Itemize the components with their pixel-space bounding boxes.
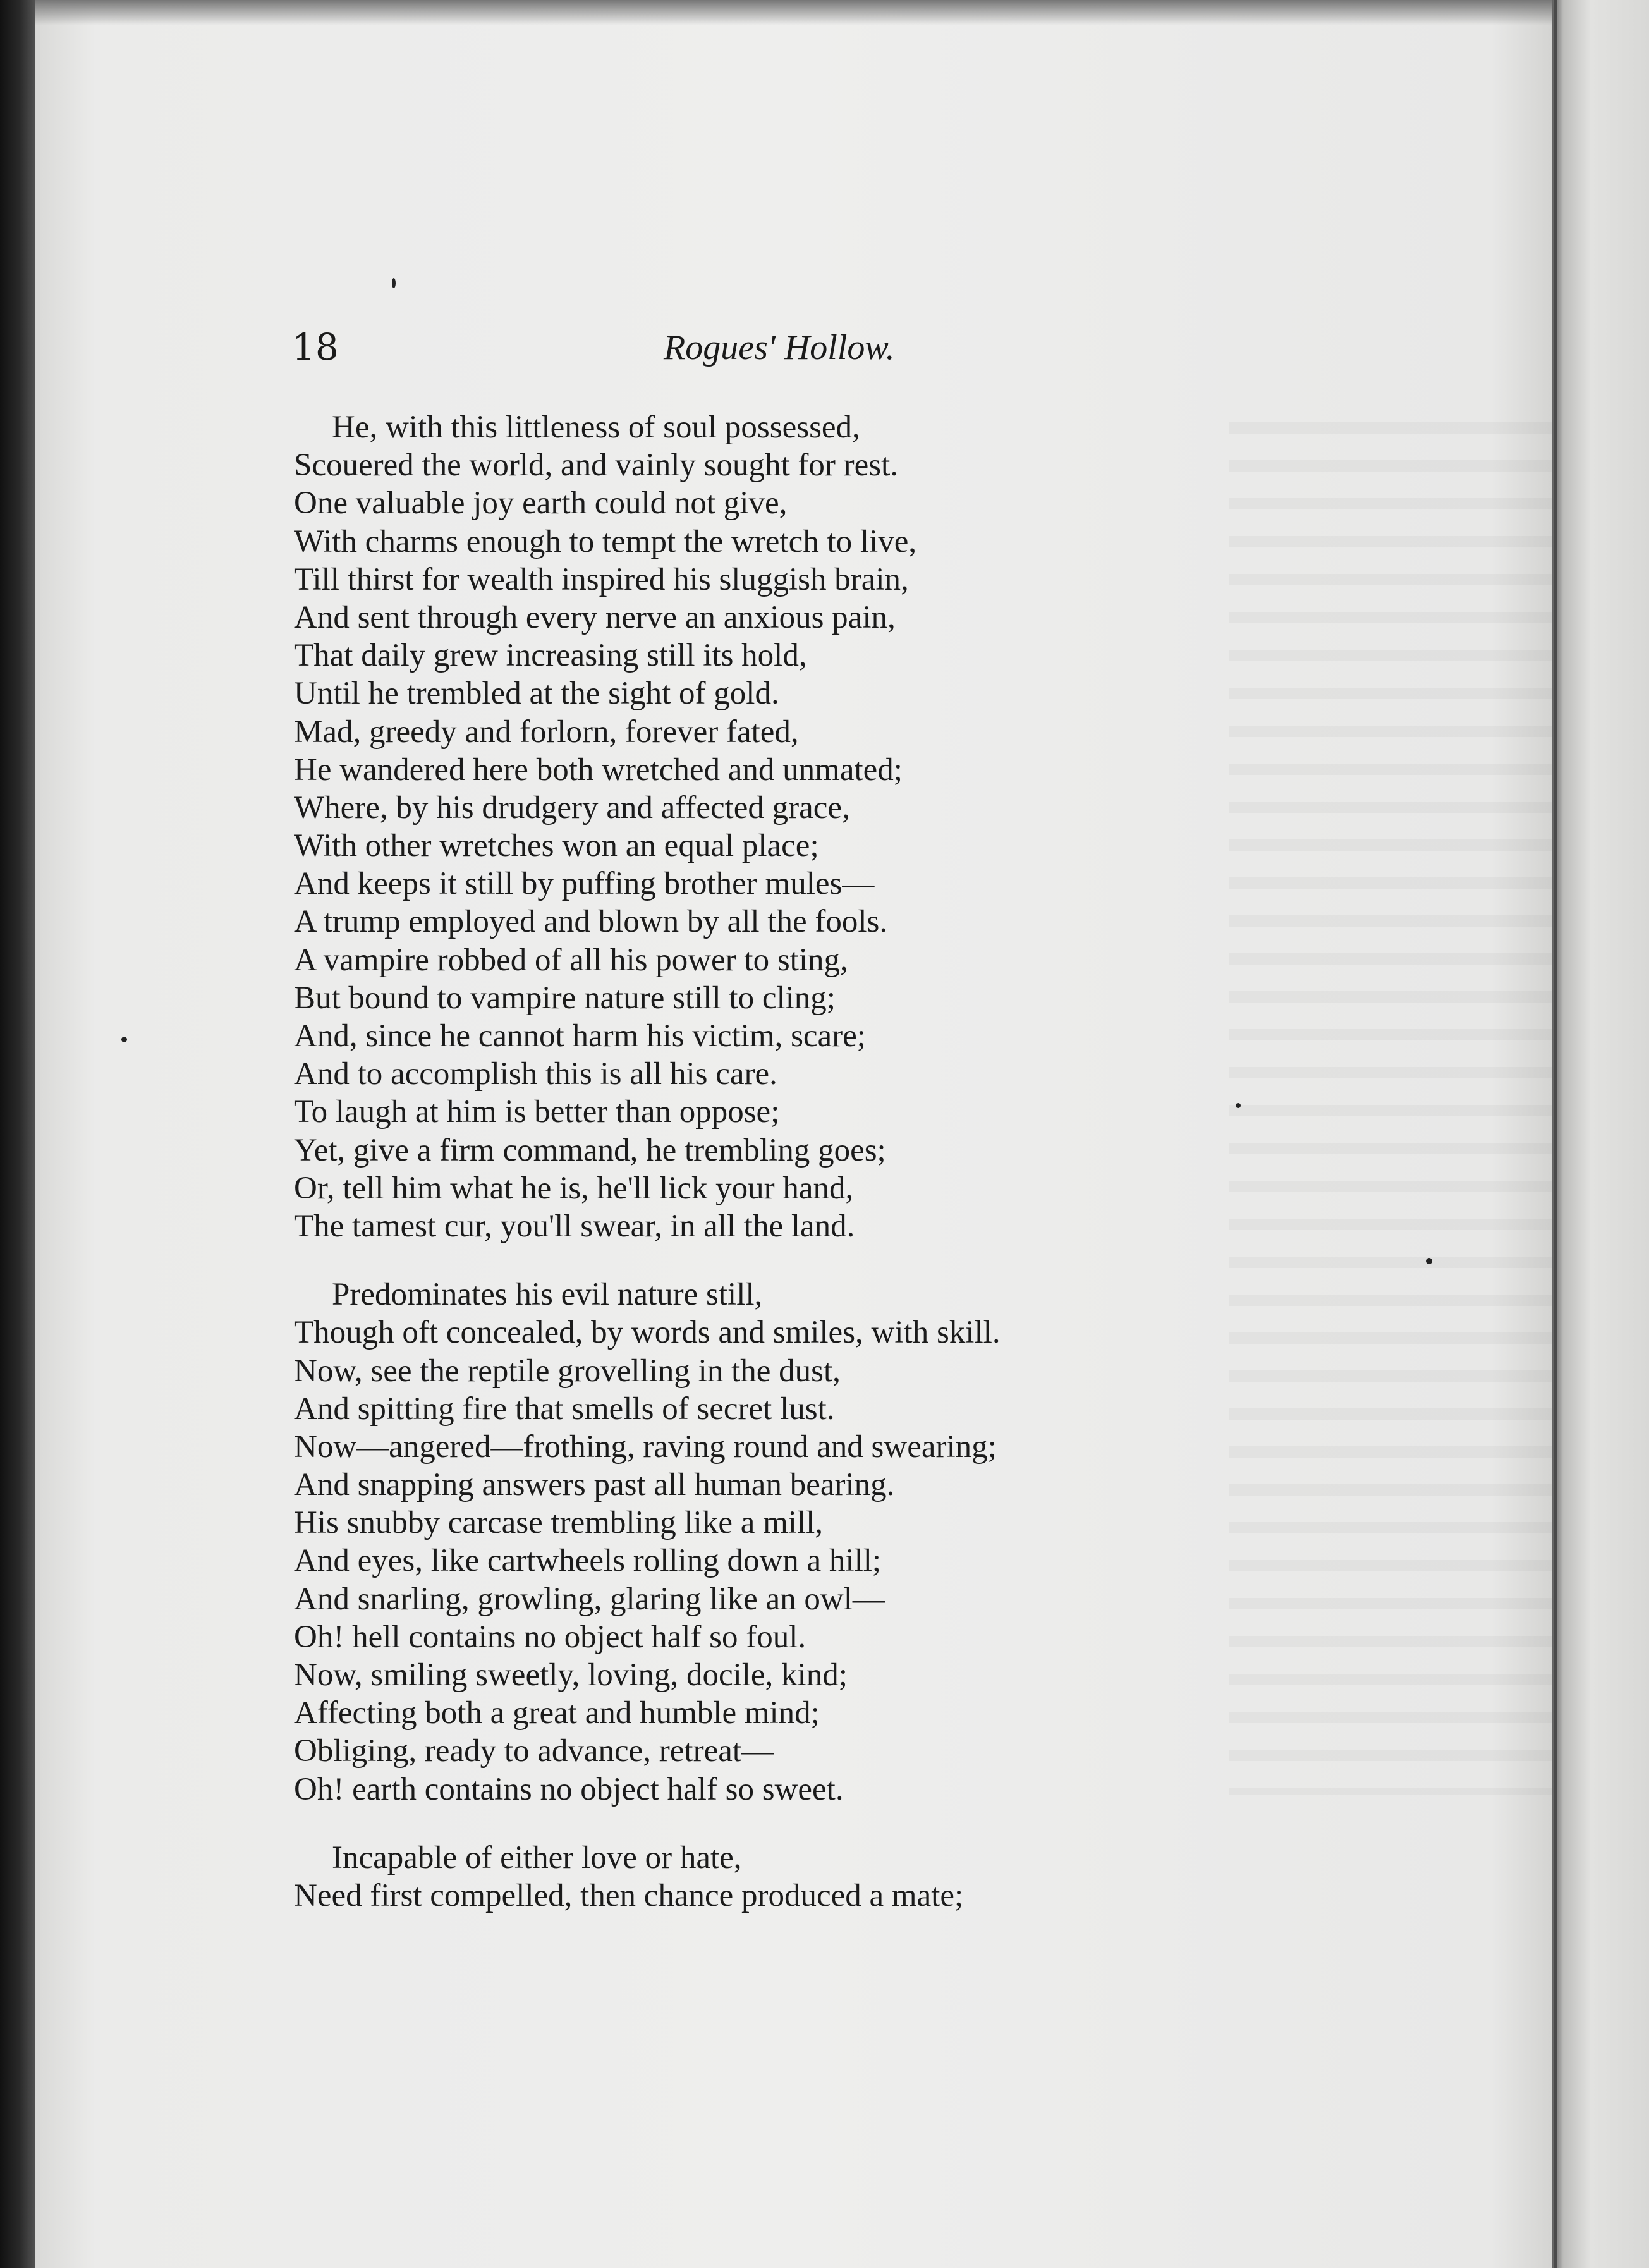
poem-line: One valuable joy earth could not give, — [294, 485, 788, 521]
poem-line: With charms enough to tempt the wretch to live, — [294, 523, 917, 559]
poem-line: Scouered the world, and vainly sought for rest. — [294, 448, 899, 484]
poem-line: Mad, greedy and forlorn, forever fated, — [294, 714, 799, 750]
poem-line: And snarling, growling, glaring like an owl— — [294, 1581, 885, 1617]
poem-line: Though oft concealed, by words and smiles, with skill. — [294, 1315, 1001, 1351]
stanza-break — [294, 1245, 1330, 1276]
ink-speck — [1426, 1258, 1432, 1264]
poem-line: And eyes, like cartwheels rolling down a hill; — [294, 1543, 882, 1579]
poem-line: Predominates his evil nature still, — [332, 1277, 763, 1313]
poem-line: Now, smiling sweetly, loving, docile, kind; — [294, 1657, 848, 1693]
poem-line: Where, by his drudgery and affected grace, — [294, 790, 850, 826]
poem-line: To laugh at him is better than oppose; — [294, 1094, 780, 1130]
ink-speck — [392, 278, 396, 288]
poem-line: But bound to vampire nature still to cling; — [294, 980, 836, 1016]
poem-line: Till thirst for wealth inspired his sluggish brain, — [294, 561, 909, 597]
page-number: 18 — [292, 326, 339, 369]
poem-line: He wandered here both wretched and unmated; — [294, 752, 903, 788]
stanza-1 — [294, 408, 1330, 1245]
poem-line: A vampire robbed of all his power to sting, — [294, 942, 848, 978]
poem-line: The tamest cur, you'll swear, in all the land. — [294, 1208, 855, 1244]
poem-line: His snubby carcase trembling like a mill, — [294, 1505, 824, 1541]
poem-line: And, since he cannot harm his victim, scare; — [294, 1018, 866, 1054]
poem-text — [294, 408, 1330, 1915]
gutter-fold-line — [1554, 0, 1557, 2268]
poem-line: Oh! earth contains no object half so sweet. — [294, 1771, 844, 1807]
book-gutter — [1552, 0, 1649, 2268]
poem-line: Yet, give a firm command, he trembling goes; — [294, 1132, 886, 1168]
poem-line: That daily grew increasing still its hold, — [294, 638, 807, 674]
poem-line: Until he trembled at the sight of gold. — [294, 676, 779, 712]
poem-line: He, with this littleness of soul possessed, — [332, 410, 860, 445]
poem-line: Need first compelled, then chance produced a mate; — [294, 1877, 964, 1913]
poem-line: Now—angered—frothing, raving round and swearing; — [294, 1429, 997, 1465]
poem-line: And snapping answers past all human bearing. — [294, 1467, 895, 1503]
poem-line: And spitting fire that smells of secret lust. — [294, 1391, 835, 1427]
poem-line: Now, see the reptile grovelling in the dust, — [294, 1353, 841, 1389]
poem-line: With other wretches won an equal place; — [294, 828, 819, 864]
poem-line: And sent through every nerve an anxious pain, — [294, 599, 896, 635]
stanza-3 — [294, 1839, 1330, 1915]
page-top-shadow — [35, 0, 1552, 25]
poem-line: A trump employed and blown by all the fools. — [294, 904, 888, 940]
running-title: Rogues' Hollow. — [664, 328, 895, 367]
poem-line: Affecting both a great and humble mind; — [294, 1695, 820, 1731]
poem-line: Incapable of either love or hate, — [332, 1839, 742, 1875]
poem-line: And keeps it still by puffing brother mules— — [294, 866, 875, 902]
poem-line: Obliging, ready to advance, retreat— — [294, 1733, 774, 1769]
poem-line: And to accomplish this is all his care. — [294, 1056, 777, 1092]
ink-speck — [121, 1037, 127, 1042]
poem-line: Or, tell him what he is, he'll lick your hand, — [294, 1170, 854, 1206]
stanza-2 — [294, 1276, 1330, 1808]
poem-line: Oh! hell contains no object half so foul. — [294, 1619, 806, 1655]
stanza-break — [294, 1808, 1330, 1839]
